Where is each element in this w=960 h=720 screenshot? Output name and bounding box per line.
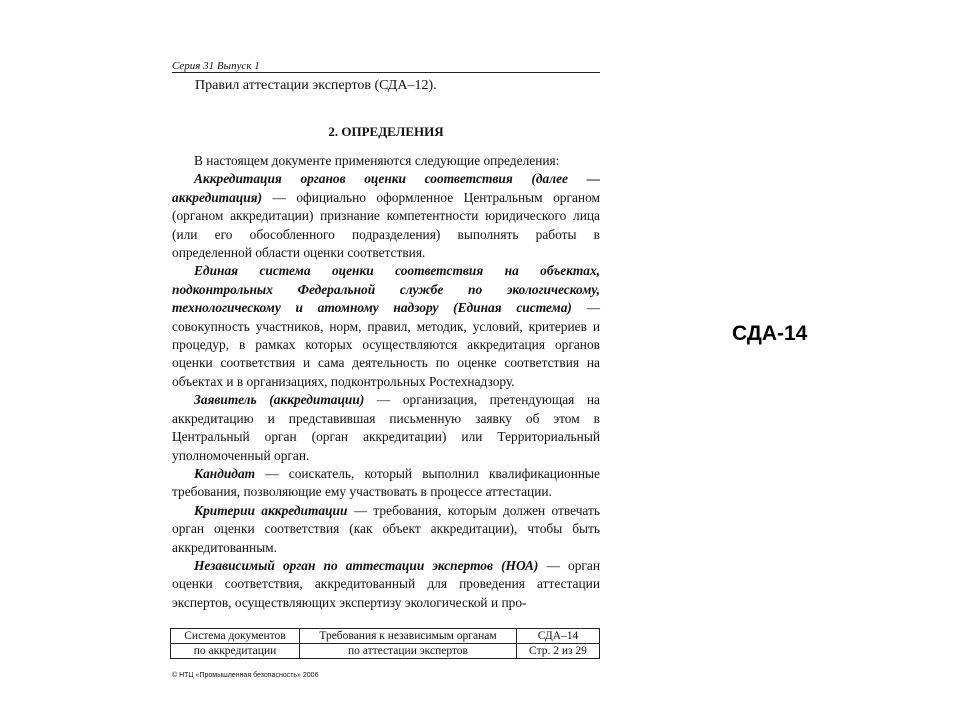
footer-requirements-cell: Требования к независимым органам: [300, 629, 517, 644]
definition-term: Аккредитация органов оценки соответствия (далее — аккредитация): [172, 171, 600, 205]
definition-term: Кандидат: [194, 465, 256, 481]
definitions-body: [172, 152, 600, 612]
definition-paragraph: [172, 502, 600, 557]
definition-text: — организация, претендующая на аккредитацию и представившая письменную заявку об этом в Центральный орган (орган аккредитации) или Территориальный уполномоченный орган.: [172, 392, 600, 463]
copyright-line: © НТЦ «Промышленная безопасность» 2006: [172, 672, 319, 679]
definition-term: Единая система оценки соответствия на объектах, подконтрольных Федеральной службе по экологическому, технологическому и атомному надзору (Единая система): [172, 263, 600, 316]
definition-term: Заявитель (аккредитации): [194, 392, 365, 408]
definition-paragraph: [172, 170, 600, 262]
definition-paragraph: [172, 262, 600, 391]
lead-paragraph: В настоящем документе применяются следующие определения:: [194, 153, 560, 168]
document-code-label: СДА-14: [732, 322, 808, 345]
definition-paragraph: [172, 557, 600, 612]
header-rule: [172, 72, 600, 73]
definition-text: — требования, которым должен отвечать орган оценки соответствия (как объект аккредитации), чтобы быть аккредитованным.: [172, 502, 600, 555]
footer-system-cell: по аккредитации: [171, 644, 300, 659]
footer-table: [170, 628, 600, 659]
footer-system-cell: Система документов: [171, 629, 300, 644]
footer-requirements-cell: по аттестации экспертов: [300, 644, 517, 659]
definition-text: — соискатель, который выполнил квалификационные требования, позволяющие ему участвовать в процессе аттестации.: [172, 465, 600, 500]
footer-code-cell: СДА–14: [517, 629, 600, 644]
series-header: Серия 31 Выпуск 1: [172, 60, 260, 72]
definition-paragraph: [172, 391, 600, 465]
definition-text: — официально оформленное Центральным органом (органом аккредитации) признание компетентности юридического лица (или его обособленного подразделения) выполнять работы в определенной области оценки соответствия.: [172, 189, 600, 261]
section-title: 2. ОПРЕДЕЛЕНИЯ: [328, 124, 444, 139]
definition-paragraph: [172, 465, 600, 502]
definition-text: — орган оценки соответствия, аккредитованный для проведения аттестации экспертов, осуществляющих экспертизу экологической и про-: [172, 557, 600, 610]
definition-term: Критерии аккредитации: [194, 502, 348, 518]
footer-page-cell: Стр. 2 из 29: [517, 644, 600, 659]
intro-line: Правил аттестации экспертов (СДА–12).: [195, 78, 437, 93]
definition-term: Независимый орган по аттестации экспертов (НОА): [194, 557, 539, 573]
definition-text: — совокупность участников, норм, правил, методик, условий, критериев и процедур, в рамках которых осуществляются аккредитация органов оценки соответствия и сама деятельность по оценке соответствия на объектах и в организациях, подконтрольных Ростехнадзору.: [172, 300, 600, 389]
